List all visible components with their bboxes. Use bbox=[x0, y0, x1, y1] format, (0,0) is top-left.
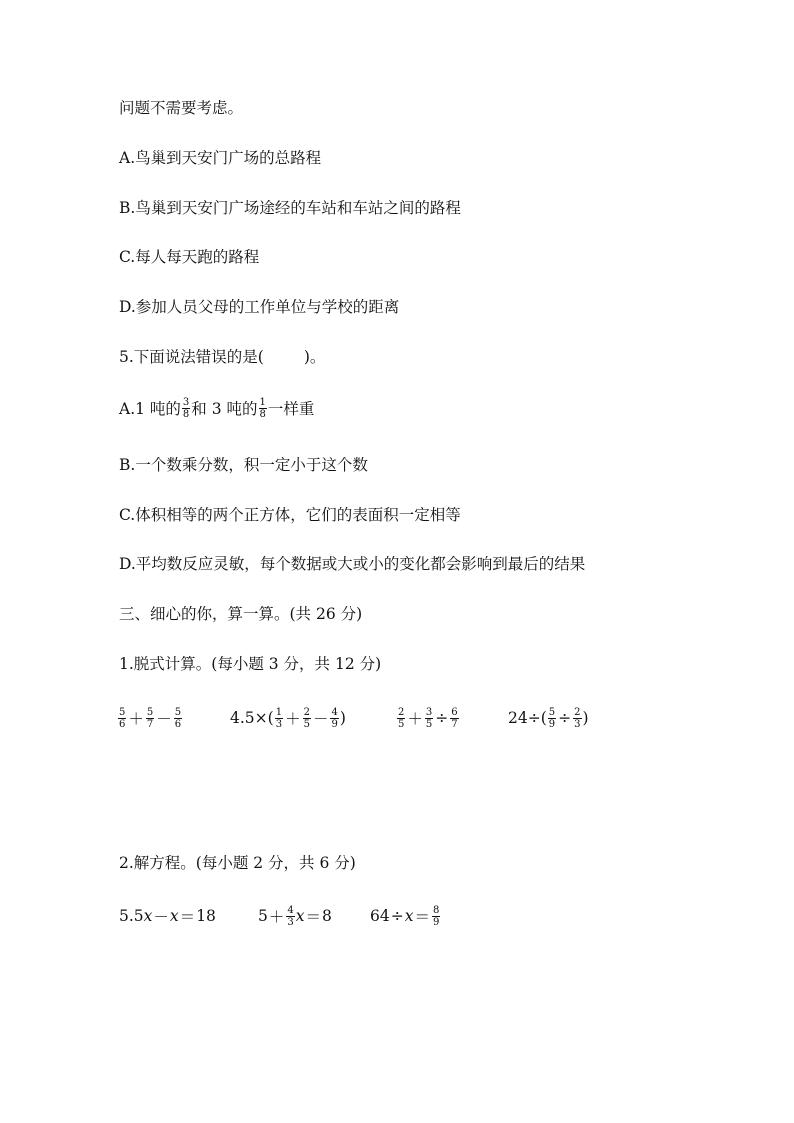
close-paren: ) bbox=[339, 709, 346, 727]
close-paren: ) bbox=[582, 709, 589, 727]
q5a-text-2: 和 3 吨的 bbox=[191, 400, 258, 418]
denominator: 9 bbox=[331, 718, 338, 730]
section-3-heading: 三、细心的你，算一算。(共 26 分) bbox=[119, 605, 363, 623]
expression-1 bbox=[117, 707, 230, 730]
fraction bbox=[450, 707, 458, 730]
numerator: 5 bbox=[146, 706, 154, 718]
intro-text: 问题不需要考虑。 bbox=[119, 99, 244, 117]
expression-3 bbox=[396, 707, 508, 730]
variable-x: x bbox=[404, 907, 414, 925]
numerator: 8 bbox=[433, 904, 440, 916]
equals-sign: ＝ bbox=[179, 908, 196, 926]
denominator: 5 bbox=[425, 718, 433, 730]
denominator: 7 bbox=[146, 718, 154, 730]
q5a-text-3: 一样重 bbox=[267, 400, 315, 418]
plus-sign: ＋ bbox=[128, 710, 144, 728]
fraction bbox=[118, 707, 126, 730]
expr4-lead: 24÷( bbox=[508, 709, 547, 727]
denominator: 3 bbox=[574, 718, 581, 730]
equation-2 bbox=[258, 905, 370, 928]
divide-sign: ÷ bbox=[390, 907, 404, 925]
variable-x: x bbox=[143, 907, 153, 925]
divide-sign: ÷ bbox=[435, 709, 449, 727]
q4-option-d: D.参加人员父母的工作单位与学校的距离 bbox=[119, 298, 400, 316]
subsection-2-heading: 2.解方程。(每小题 2 分，共 6 分) bbox=[119, 854, 356, 872]
fraction bbox=[573, 707, 581, 730]
denominator: 3 bbox=[275, 718, 283, 730]
eq1-result: 18 bbox=[196, 907, 216, 925]
subsection-1-heading: 1.脱式计算。(每小题 3 分，共 12 分) bbox=[119, 655, 382, 673]
numerator: 5 bbox=[548, 706, 556, 718]
q5-option-c: C.体积相等的两个正方体，它们的表面积一定相等 bbox=[119, 506, 461, 524]
expression-2 bbox=[230, 707, 396, 730]
denominator: 8 bbox=[182, 408, 190, 420]
numerator: 2 bbox=[574, 706, 581, 718]
equation-row bbox=[119, 899, 441, 933]
q4-option-b: B.鸟巢到天安门广场途经的车站和车站之间的路程 bbox=[119, 199, 461, 217]
expr2-lead: 4.5×( bbox=[230, 709, 274, 727]
denominator: 7 bbox=[451, 718, 458, 730]
fraction bbox=[174, 707, 182, 730]
expression-row bbox=[117, 701, 589, 735]
fraction bbox=[397, 707, 405, 730]
fraction bbox=[286, 905, 294, 928]
minus-sign: － bbox=[153, 908, 169, 926]
minus-sign: － bbox=[312, 710, 329, 728]
numerator: 4 bbox=[331, 706, 338, 718]
plus-sign: ＋ bbox=[285, 710, 301, 728]
eq2-result: 8 bbox=[322, 907, 332, 925]
fraction bbox=[425, 707, 433, 730]
q4-option-a: A.鸟巢到天安门广场的总路程 bbox=[119, 149, 322, 167]
eq3-term: 64 bbox=[370, 907, 390, 925]
numerator: 5 bbox=[174, 706, 182, 718]
numerator: 3 bbox=[182, 396, 190, 408]
equals-sign: ＝ bbox=[305, 908, 322, 926]
equation-3 bbox=[370, 905, 441, 928]
fraction bbox=[146, 707, 154, 730]
denominator: 9 bbox=[548, 718, 556, 730]
denominator: 8 bbox=[259, 408, 266, 420]
equals-sign: ＝ bbox=[414, 908, 430, 926]
fraction bbox=[275, 707, 283, 730]
equation-1 bbox=[119, 905, 258, 927]
denominator: 9 bbox=[433, 916, 440, 928]
fraction bbox=[182, 397, 190, 420]
variable-x: x bbox=[169, 907, 179, 925]
denominator: 6 bbox=[174, 718, 182, 730]
eq2-term: 5 bbox=[258, 907, 268, 925]
q5-prefix: 5.下面说法错误的是( bbox=[119, 348, 264, 366]
variable-x: x bbox=[295, 907, 305, 925]
numerator: 3 bbox=[425, 706, 433, 718]
q5-option-b: B.一个数乘分数，积一定小于这个数 bbox=[119, 456, 368, 474]
numerator: 4 bbox=[287, 904, 294, 916]
minus-sign: － bbox=[156, 710, 172, 728]
q4-option-c: C.每人每天跑的路程 bbox=[119, 248, 260, 266]
fraction bbox=[432, 905, 440, 928]
denominator: 5 bbox=[303, 718, 310, 730]
plus-sign: ＋ bbox=[407, 710, 423, 728]
numerator: 6 bbox=[451, 706, 458, 718]
numerator: 1 bbox=[275, 706, 283, 718]
question-5 bbox=[119, 347, 325, 367]
fraction bbox=[259, 397, 267, 420]
numerator: 1 bbox=[259, 396, 266, 408]
eq1-coef: 5.5 bbox=[119, 907, 144, 925]
numerator: 2 bbox=[303, 706, 310, 718]
fraction bbox=[548, 707, 556, 730]
expression-4 bbox=[508, 707, 589, 730]
plus-sign: ＋ bbox=[268, 908, 285, 926]
divide-sign: ÷ bbox=[558, 709, 572, 727]
q5-option-d: D.平均数反应灵敏，每个数据或大或小的变化都会影响到最后的结果 bbox=[119, 555, 586, 573]
q5a-text-1: A.1 吨的 bbox=[119, 400, 181, 418]
numerator: 2 bbox=[398, 706, 405, 718]
q5-option-a bbox=[119, 391, 314, 425]
q5-suffix: )。 bbox=[303, 348, 326, 366]
fraction bbox=[303, 707, 311, 730]
fraction bbox=[330, 707, 338, 730]
denominator: 5 bbox=[398, 718, 405, 730]
denominator: 6 bbox=[119, 718, 126, 730]
denominator: 3 bbox=[287, 916, 294, 928]
numerator: 5 bbox=[119, 706, 126, 718]
